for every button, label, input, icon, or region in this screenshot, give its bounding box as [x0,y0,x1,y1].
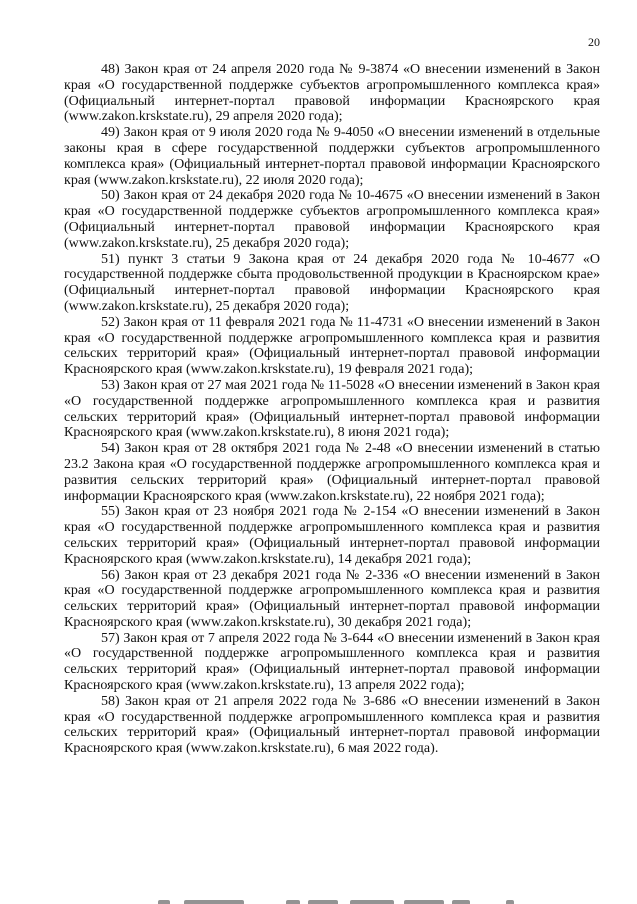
list-item-56: 56) Закон края от 23 декабря 2021 года № 2-336 «О внесении изменений в Закон края «О государственной поддержке агропромышленного комплекса края и развития сельских территорий края» (Официальный интернет-портал правовой информации Красноярского края (www.zakon.krskstate.ru), 30 декабря 2021 года); [64,566,600,630]
list-item-49: 49) Закон края от 9 июля 2020 года № 9-4050 «О внесении изменений в отдельные законы края в сфере государственной поддержки субъектов агропромышленного комплекса края» (Официальный интернет-портал правовой информации Красноярского края (www.zakon.krskstate.ru), 22 июля 2020 года); [64,124,600,188]
list-item-51: 51) пункт 3 статьи 9 Закона края от 24 декабря 2020 года № 10-4677 «О государственной поддержке сбыта продовольственной продукции в Красноярском крае» (Официальный интернет-портал правовой информации Красноярского края (www.zakon.krskstate.ru), 25 декабря 2020 года); [64,250,600,314]
list-item-58: 58) Закон края от 21 апреля 2022 года № 3-686 «О внесении изменений в Закон края «О государственной поддержке агропромышленного комплекса края и развития сельских территорий края» (Официальный интернет-портал правовой информации Красноярского края (www.zakon.krskstate.ru), 6 мая 2022 года). [64,692,600,757]
list-item-48: 48) Закон края от 24 апреля 2020 года № 9-3874 «О внесении изменений в Закон края «О государственной поддержке субъектов агропромышленного комплекса края» (Официальный интернет-портал правовой информации Красноярского края (www.zakon.krskstate.ru), 29 апреля 2020 года); [64,61,600,125]
list-item-53: 53) Закон края от 27 мая 2021 года № 11-5028 «О внесении изменений в Закон края «О государственной поддержке агропромышленного комплекса края и развития сельских территорий края» (Официальный интернет-портал правовой информации Красноярского края (www.zakon.krskstate.ru), 8 июня 2021 года); [64,376,600,441]
list-item-50: 50) Закон края от 24 декабря 2020 года № 10-4675 «О внесении изменений в Закон края «О государственной поддержке субъектов агропромышленного комплекса края» (Официальный интернет-портал правовой информации Красноярского края (www.zakon.krskstate.ru), 25 декабря 2020 года); [64,187,600,251]
list-item-54: 54) Закон края от 28 октября 2021 года № 2-48 «О внесении изменений в статью 23.2 Закона края «О государственной поддержке агропромышленного комплекса края и развития сельских территорий края» (Официальный интернет-портал правовой информации Красноярского края (www.zakon.krskstate.ru), 22 ноября 2021 года); [64,440,600,504]
list-item-55: 55) Закон края от 23 ноября 2021 года № 2-154 «О внесении изменений в Закон края «О государственной поддержке агропромышленного комплекса края и развития сельских территорий края» (Официальный интернет-портал правовой информации Красноярского края (www.zakon.krskstate.ru), 14 декабря 2021 года); [64,503,600,567]
page-number: 20 [588,35,600,49]
scan-bleed-through [0,890,637,904]
document-body [64,62,600,757]
list-item-52: 52) Закон края от 11 февраля 2021 года № 11-4731 «О внесении изменений в Закон края «О государственной поддержке агропромышленного комплекса края и развития сельских территорий края» (Официальный интернет-портал правовой информации Красноярского края (www.zakon.krskstate.ru), 19 февраля 2021 года); [64,313,600,378]
list-item-57: 57) Закон края от 7 апреля 2022 года № 3-644 «О внесении изменений в Закон края «О государственной поддержке агропромышленного комплекса края и развития сельских территорий края» (Официальный интернет-портал правовой информации Красноярского края (www.zakon.krskstate.ru), 13 апреля 2022 года); [64,629,600,694]
